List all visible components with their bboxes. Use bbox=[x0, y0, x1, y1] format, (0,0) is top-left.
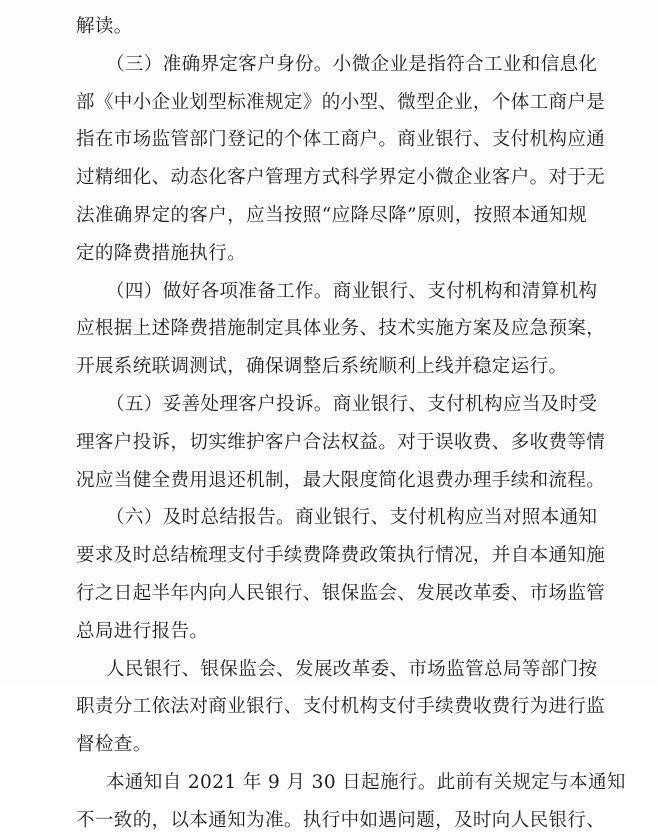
text-line: 总局进行报告。 bbox=[76, 620, 209, 642]
text-line: 解读。 bbox=[76, 16, 133, 37]
text-line: 职责分工依法对商业银行、支付机构支付手续费收费行为进行监 bbox=[76, 696, 606, 718]
text-line: 部《中小企业划型标准规定》的小型、微型企业，个体工商户是 bbox=[76, 91, 606, 113]
text-line: 人民银行、银保监会、发展改革委、市场监管总局等部门按 bbox=[106, 658, 598, 680]
text-line: 况应当健全费用退还机制，最大限度简化退费办理手续和流程。 bbox=[76, 469, 606, 491]
text-line: （三）准确界定客户身份。小微企业是指符合工业和信息化 bbox=[106, 53, 598, 75]
text-line: 指在市场监管部门登记的个体工商户。商业银行、支付机构应通 bbox=[76, 129, 606, 151]
text-line: 行之日起半年内向人民银行、银保监会、发展改革委、市场监管 bbox=[76, 582, 606, 604]
text-line: 法准确界定的客户，应当按照“应降尽降”原则，按照本通知规 bbox=[76, 204, 588, 226]
text-line: 过精细化、动态化客户管理方式科学界定小微企业客户。对于无 bbox=[76, 167, 606, 189]
text-line: 要求及时总结梳理支付手续费降费政策执行情况，并自本通知施 bbox=[76, 545, 606, 567]
text-line: （四）做好各项准备工作。商业银行、支付机构和清算机构 bbox=[106, 280, 598, 302]
text-line: 定的降费措施执行。 bbox=[76, 242, 247, 264]
text-line: 开展系统联调测试，确保调整后系统顺利上线并稳定运行。 bbox=[76, 356, 568, 378]
text-line: 不一致的，以本通知为准。执行中如遇问题，及时向人民银行、 bbox=[76, 809, 606, 831]
text-line: 应根据上述降费措施制定具体业务、技术实施方案及应急预案， bbox=[76, 318, 606, 340]
text-line: （五）妥善处理客户投诉。商业银行、支付机构应当及时受 bbox=[106, 393, 598, 415]
text-line: （六）及时总结报告。商业银行、支付机构应当对照本通知 bbox=[106, 507, 598, 529]
text-line: 本通知自 2021 年 9 月 30 日起施行。此前有关规定与本通知 bbox=[106, 771, 626, 793]
text-line: 督检查。 bbox=[76, 734, 152, 756]
text-line: 理客户投诉，切实维护客户合法权益。对于误收费、多收费等情 bbox=[76, 431, 606, 453]
document-body bbox=[76, 8, 626, 840]
